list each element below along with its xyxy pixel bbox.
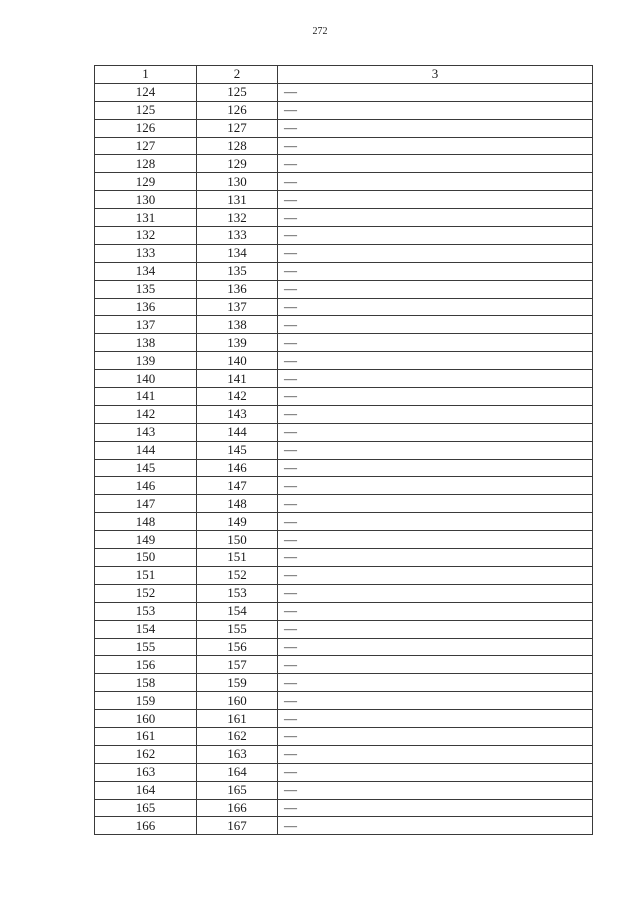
table-cell-col-2: 140	[197, 352, 278, 370]
table-cell-col-1: 140	[95, 370, 197, 388]
table-cell-col-1: 138	[95, 334, 197, 352]
table-cell-col-3: —	[278, 119, 593, 137]
table-cell-col-3: —	[278, 173, 593, 191]
table-row	[95, 137, 593, 155]
table-cell-col-1: 151	[95, 566, 197, 584]
table-cell-col-3: —	[278, 155, 593, 173]
table-cell-col-1: 148	[95, 513, 197, 531]
table-cell-col-3: —	[278, 745, 593, 763]
table-body	[95, 83, 593, 834]
table-cell-col-1: 135	[95, 280, 197, 298]
table-row	[95, 817, 593, 835]
table-cell-col-2: 128	[197, 137, 278, 155]
table-cell-col-3: —	[278, 781, 593, 799]
table-cell-col-1: 141	[95, 388, 197, 406]
table-row	[95, 799, 593, 817]
table-cell-col-2: 155	[197, 620, 278, 638]
table-cell-col-1: 161	[95, 727, 197, 745]
table-cell-col-2: 150	[197, 531, 278, 549]
table-cell-col-1: 158	[95, 674, 197, 692]
table-cell-col-2: 143	[197, 405, 278, 423]
table-cell-col-2: 125	[197, 83, 278, 101]
table-row	[95, 173, 593, 191]
table-cell-col-3: —	[278, 692, 593, 710]
table-cell-col-2: 129	[197, 155, 278, 173]
table-cell-col-1: 147	[95, 495, 197, 513]
table-row	[95, 674, 593, 692]
table-row	[95, 656, 593, 674]
table-cell-col-3: —	[278, 405, 593, 423]
table-cell-col-3: —	[278, 352, 593, 370]
table-cell-col-2: 127	[197, 119, 278, 137]
table-cell-col-2: 135	[197, 262, 278, 280]
table-cell-col-3: —	[278, 638, 593, 656]
table-row	[95, 710, 593, 728]
table-cell-col-3: —	[278, 495, 593, 513]
table-cell-col-3: —	[278, 584, 593, 602]
table-row	[95, 101, 593, 119]
table-cell-col-1: 129	[95, 173, 197, 191]
table-cell-col-2: 141	[197, 370, 278, 388]
table-cell-col-3: —	[278, 817, 593, 835]
table-cell-col-3: —	[278, 710, 593, 728]
table-row	[95, 316, 593, 334]
table-cell-col-1: 142	[95, 405, 197, 423]
table-cell-col-2: 166	[197, 799, 278, 817]
table-cell-col-1: 156	[95, 656, 197, 674]
table-cell-col-1: 137	[95, 316, 197, 334]
table-row	[95, 388, 593, 406]
table-row	[95, 334, 593, 352]
table-cell-col-1: 136	[95, 298, 197, 316]
table-cell-col-3: —	[278, 388, 593, 406]
table-cell-col-3: —	[278, 83, 593, 101]
table-cell-col-3: —	[278, 459, 593, 477]
table-cell-col-2: 131	[197, 191, 278, 209]
table-cell-col-3: —	[278, 262, 593, 280]
table-header-row	[95, 66, 593, 84]
table-cell-col-1: 133	[95, 244, 197, 262]
table-row	[95, 119, 593, 137]
table-cell-col-2: 153	[197, 584, 278, 602]
table-cell-col-2: 167	[197, 817, 278, 835]
table-cell-col-3: —	[278, 423, 593, 441]
table-cell-col-3: —	[278, 674, 593, 692]
table-cell-col-3: —	[278, 137, 593, 155]
table-cell-col-3: —	[278, 620, 593, 638]
table-cell-col-2: 136	[197, 280, 278, 298]
table-row	[95, 549, 593, 567]
table-cell-col-1: 139	[95, 352, 197, 370]
table-row	[95, 441, 593, 459]
table-cell-col-1: 165	[95, 799, 197, 817]
table-cell-col-1: 132	[95, 227, 197, 245]
table-cell-col-2: 159	[197, 674, 278, 692]
table-cell-col-1: 126	[95, 119, 197, 137]
table-cell-col-1: 145	[95, 459, 197, 477]
table-cell-col-1: 127	[95, 137, 197, 155]
table-cell-col-2: 134	[197, 244, 278, 262]
table-cell-col-3: —	[278, 477, 593, 495]
table-cell-col-1: 164	[95, 781, 197, 799]
table-row	[95, 352, 593, 370]
table-cell-col-2: 133	[197, 227, 278, 245]
table-cell-col-2: 162	[197, 727, 278, 745]
table-cell-col-2: 132	[197, 209, 278, 227]
table-cell-col-1: 155	[95, 638, 197, 656]
table-row	[95, 602, 593, 620]
table-cell-col-3: —	[278, 280, 593, 298]
table-cell-col-2: 146	[197, 459, 278, 477]
table-cell-col-1: 152	[95, 584, 197, 602]
table-cell-col-1: 130	[95, 191, 197, 209]
table-row	[95, 280, 593, 298]
table-cell-col-1: 149	[95, 531, 197, 549]
table-cell-col-2: 156	[197, 638, 278, 656]
table-row	[95, 692, 593, 710]
table-row	[95, 227, 593, 245]
table-row	[95, 155, 593, 173]
table-cell-col-1: 150	[95, 549, 197, 567]
table-cell-col-1: 134	[95, 262, 197, 280]
table-cell-col-3: —	[278, 763, 593, 781]
table-row	[95, 566, 593, 584]
table-row	[95, 459, 593, 477]
table-cell-col-2: 149	[197, 513, 278, 531]
table-row	[95, 83, 593, 101]
table-cell-col-3: —	[278, 549, 593, 567]
table-cell-col-1: 125	[95, 101, 197, 119]
table-cell-col-3: —	[278, 799, 593, 817]
table-row	[95, 405, 593, 423]
table-cell-col-1: 166	[95, 817, 197, 835]
table-cell-col-3: —	[278, 441, 593, 459]
table-cell-col-3: —	[278, 316, 593, 334]
table-row	[95, 513, 593, 531]
table-row	[95, 244, 593, 262]
table-cell-col-1: 162	[95, 745, 197, 763]
table-cell-col-2: 130	[197, 173, 278, 191]
table-row	[95, 745, 593, 763]
table-cell-col-3: —	[278, 101, 593, 119]
column-header-2: 2	[197, 66, 278, 84]
table-cell-col-2: 151	[197, 549, 278, 567]
table-row	[95, 477, 593, 495]
table-row	[95, 495, 593, 513]
table-cell-col-1: 131	[95, 209, 197, 227]
table-cell-col-3: —	[278, 656, 593, 674]
table-cell-col-2: 154	[197, 602, 278, 620]
table-cell-col-3: —	[278, 370, 593, 388]
table-cell-col-2: 137	[197, 298, 278, 316]
table-cell-col-2: 145	[197, 441, 278, 459]
table-row	[95, 781, 593, 799]
data-table	[94, 65, 593, 835]
table-cell-col-2: 147	[197, 477, 278, 495]
table-row	[95, 727, 593, 745]
table-cell-col-2: 142	[197, 388, 278, 406]
table-cell-col-2: 148	[197, 495, 278, 513]
table-row	[95, 531, 593, 549]
table-cell-col-1: 163	[95, 763, 197, 781]
table-cell-col-1: 128	[95, 155, 197, 173]
table-cell-col-3: —	[278, 227, 593, 245]
table-cell-col-3: —	[278, 566, 593, 584]
table-row	[95, 298, 593, 316]
column-header-3: 3	[278, 66, 593, 84]
table-cell-col-2: 157	[197, 656, 278, 674]
table-cell-col-1: 154	[95, 620, 197, 638]
table-row	[95, 584, 593, 602]
table-cell-col-2: 126	[197, 101, 278, 119]
table-cell-col-2: 160	[197, 692, 278, 710]
table-cell-col-3: —	[278, 602, 593, 620]
table-cell-col-1: 144	[95, 441, 197, 459]
table-cell-col-2: 163	[197, 745, 278, 763]
table-cell-col-3: —	[278, 727, 593, 745]
table-cell-col-3: —	[278, 191, 593, 209]
table-cell-col-3: —	[278, 209, 593, 227]
table-cell-col-3: —	[278, 531, 593, 549]
table-cell-col-2: 144	[197, 423, 278, 441]
table-row	[95, 763, 593, 781]
page-number: 272	[312, 26, 328, 37]
table-cell-col-2: 164	[197, 763, 278, 781]
table-cell-col-1: 153	[95, 602, 197, 620]
table-cell-col-1: 159	[95, 692, 197, 710]
table-row	[95, 370, 593, 388]
column-header-1: 1	[95, 66, 197, 84]
table-cell-col-2: 152	[197, 566, 278, 584]
table-cell-col-1: 146	[95, 477, 197, 495]
table-cell-col-1: 143	[95, 423, 197, 441]
table-cell-col-3: —	[278, 334, 593, 352]
table-cell-col-3: —	[278, 513, 593, 531]
table-cell-col-3: —	[278, 244, 593, 262]
table-row	[95, 620, 593, 638]
table-row	[95, 262, 593, 280]
table-row	[95, 423, 593, 441]
table-cell-col-3: —	[278, 298, 593, 316]
table-row	[95, 638, 593, 656]
table-cell-col-2: 165	[197, 781, 278, 799]
table-cell-col-1: 124	[95, 83, 197, 101]
table-row	[95, 209, 593, 227]
table-row	[95, 191, 593, 209]
table-cell-col-1: 160	[95, 710, 197, 728]
table-cell-col-2: 161	[197, 710, 278, 728]
table-cell-col-2: 138	[197, 316, 278, 334]
table-cell-col-2: 139	[197, 334, 278, 352]
